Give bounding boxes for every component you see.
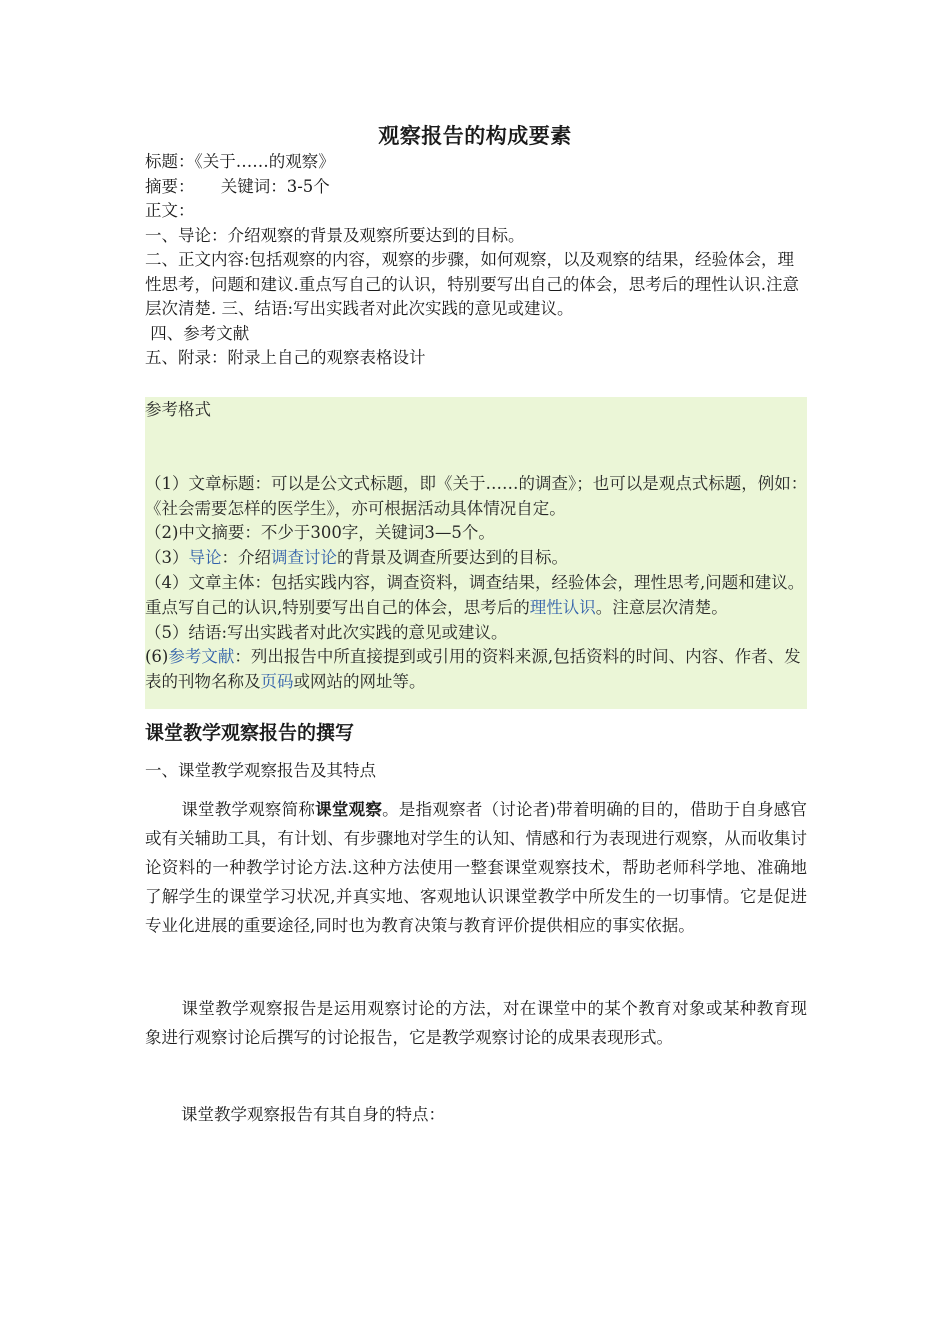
outline-abstract-line: 摘要： 关键词：3-5个: [145, 176, 330, 196]
section-subheading: 一、课堂教学观察报告及其特点: [145, 761, 376, 780]
bold-term: 课堂观察: [315, 800, 383, 819]
text-span: （4）文章主体：包括实践内容，调查资料，调查结果，经验体会，理性思考,问题和建议。重点写自己的认识,特别要写出自己的体会，思考后的: [145, 572, 805, 617]
outline-intro-line: 一、导论：介绍观察的背景及观察所要达到的目标。: [145, 225, 525, 245]
text-span: 课堂教学观察报告是运用观察讨论的方法，对在课堂中的某个教育对象或某种教育现象进行观察讨论后撰写的讨论报告，它是教学观察讨论的成果表现形式。: [145, 999, 807, 1047]
paragraph-3: [145, 1100, 807, 1129]
outline-body-line: 正文：: [145, 201, 195, 220]
reference-item-4: [145, 571, 817, 621]
text-span: （3）: [145, 548, 189, 568]
outline-references-line: 四、参考文献: [145, 323, 250, 343]
intro-link[interactable]: 导论: [188, 548, 222, 568]
reference-format-block: [145, 398, 817, 695]
reference-item-3: [145, 546, 817, 571]
text-span: ：列出报告中所直接提到或引用的资料来源,包括资料的时间、内容、作者、发表的刊物名称及: [145, 647, 801, 692]
text-span: 课堂教学观察简称: [181, 800, 316, 819]
outline-content-paragraph: 二、正文内容:包括观察的内容，观察的步骤，如何观察，以及观察的结果，经验体会，理性思考，问题和建议.重点写自己的认识，特别要写出自己的体会，思考后的理性认识.注意层次清楚. 三、结语:写出实践者对此次实践的意见或建议。: [145, 250, 799, 318]
text-span: 的背景及调查所要达到的目标。: [337, 548, 568, 568]
reference-item-6: [145, 645, 817, 695]
reference-item-2: （2)中文摘要：不少于300字，关键词3—5个。: [145, 523, 495, 543]
references-link[interactable]: 参考文献: [168, 647, 235, 667]
text-span: (6): [145, 647, 169, 667]
rational-knowledge-link[interactable]: 理性认识: [529, 597, 596, 617]
section-heading: 课堂教学观察报告的撰写: [145, 722, 355, 744]
reference-format-heading: 参考格式: [145, 400, 211, 419]
page-number-link[interactable]: 页码: [260, 672, 294, 692]
paragraph-2: [145, 994, 807, 1052]
outline-section: [145, 150, 810, 371]
outline-title-line: 标题：《关于……的观察》: [145, 152, 335, 171]
outline-appendix-line: 五、附录：附录上自己的观察表格设计: [145, 348, 426, 367]
text-span: 。是指观察者（讨论者)带着明确的目的，借助于自身感官或有关辅助工具，有计划、有步骤地对学生的认知、情感和行为表现进行观察，从而收集讨论资料的一种教学讨论方法.这种方法使用一整套课堂观察技术，帮助老师科学地、准确地了解学生的课堂学习状况,并真实地、客观地认识课堂教学中所发生的一切事情。它是促进专业化进展的重要途径,同时也为教育决策与教育评价提供相应的事实依据。: [145, 800, 808, 935]
paragraph-1: [145, 795, 807, 940]
text-span: ：介绍: [221, 548, 271, 568]
survey-discussion-link[interactable]: 调查讨论: [271, 548, 337, 568]
text-span: 或网站的网址等。: [293, 672, 426, 692]
reference-item-1: （1）文章标题：可以是公文式标题，即《关于……的调查》；也可以是观点式标题，例如：《社会需要怎样的医学生》，亦可根据活动具体情况自定。: [145, 473, 808, 518]
document-title: 观察报告的构成要素: [378, 123, 572, 148]
text-span: 。注意层次清楚。: [595, 597, 728, 617]
blank-space: [145, 423, 817, 472]
reference-item-5: （5）结语:写出实践者对此次实践的意见或建议。: [145, 622, 508, 642]
text-span: 课堂教学观察报告有其自身的特点：: [181, 1105, 445, 1124]
